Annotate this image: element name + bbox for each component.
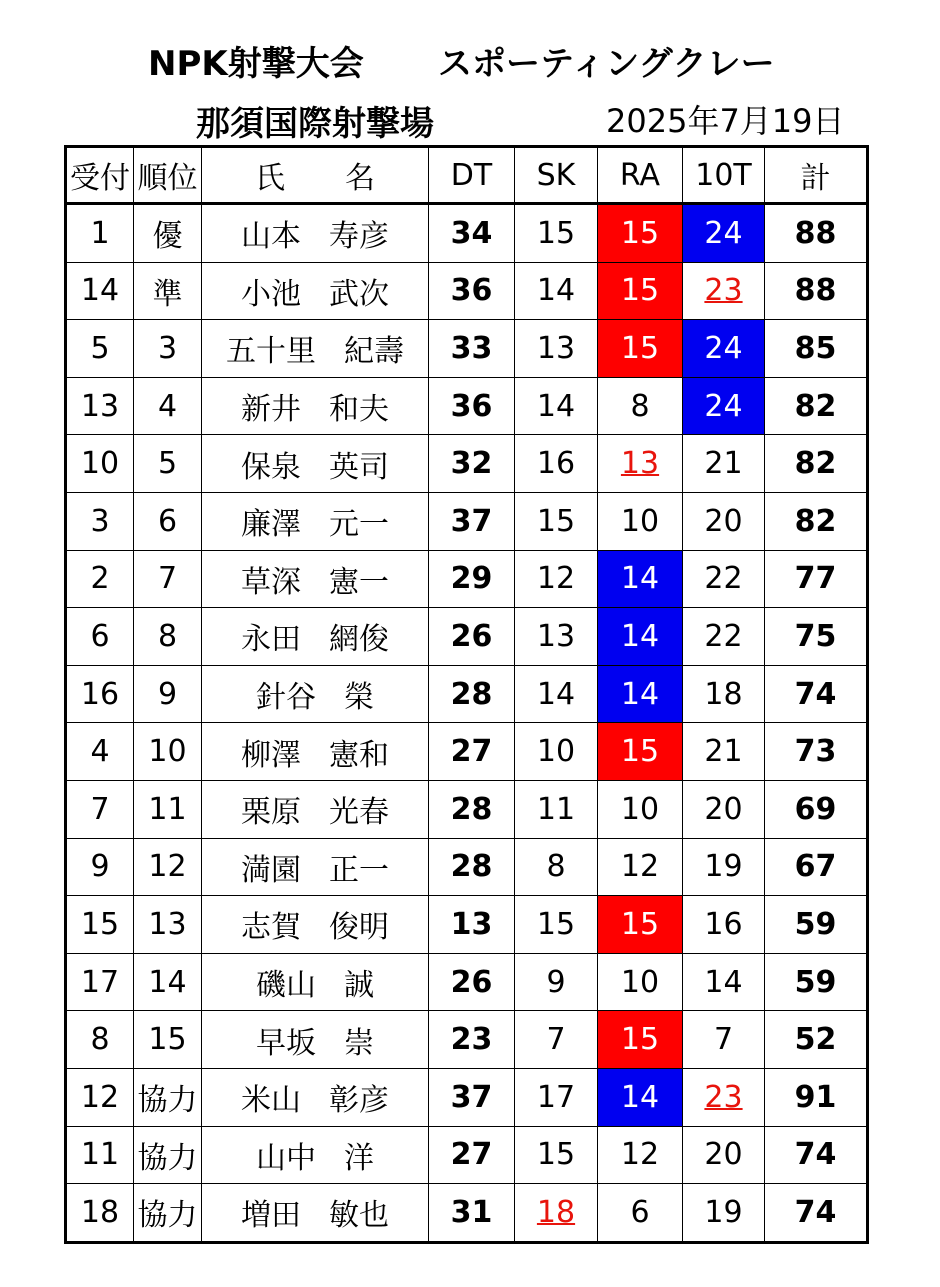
table-row [66, 435, 868, 493]
venue-name: 那須国際射撃場 [196, 104, 434, 144]
score-10t: 19 [683, 1184, 765, 1243]
rank: 13 [134, 896, 202, 954]
col-header-total: 計 [765, 147, 868, 204]
shooter-name [202, 608, 429, 666]
family-name: 草深 [241, 564, 301, 600]
score-dt: 23 [429, 1011, 515, 1069]
results-body [66, 204, 868, 1243]
reception-number: 11 [66, 1126, 134, 1184]
score-total: 82 [765, 435, 868, 493]
score-10t [683, 262, 765, 320]
reception-number: 14 [66, 262, 134, 320]
reception-number: 3 [66, 492, 134, 550]
score-dt: 31 [429, 1184, 515, 1243]
score-total: 67 [765, 838, 868, 896]
family-name: 早坂 [256, 1025, 316, 1061]
given-name: 憲一 [329, 564, 389, 600]
score-sk: 14 [515, 377, 598, 435]
score-sk: 14 [515, 262, 598, 320]
family-name: 小池 [241, 276, 301, 312]
given-name: 憲和 [329, 737, 389, 773]
table-row [66, 780, 868, 838]
score-dt: 28 [429, 838, 515, 896]
score-sk: 13 [515, 320, 598, 378]
score-total: 75 [765, 608, 868, 666]
score-dt: 34 [429, 204, 515, 263]
family-name: 新井 [241, 392, 301, 428]
score-ra: 14 [598, 1068, 683, 1126]
table-row [66, 838, 868, 896]
given-name: 敏也 [329, 1198, 389, 1234]
table-row [66, 1126, 868, 1184]
given-name: 誠 [344, 968, 374, 1004]
score-10t: 20 [683, 492, 765, 550]
rank: 協力 [134, 1184, 202, 1243]
score-ra: 15 [598, 1011, 683, 1069]
score-10t: 21 [683, 723, 765, 781]
rank: 5 [134, 435, 202, 493]
score-total: 74 [765, 1126, 868, 1184]
reception-number: 6 [66, 608, 134, 666]
shooter-name [202, 953, 429, 1011]
shooter-name [202, 838, 429, 896]
score-10t: 18 [683, 665, 765, 723]
reception-number: 1 [66, 204, 134, 263]
rank: 8 [134, 608, 202, 666]
rank: 10 [134, 723, 202, 781]
score-sk: 11 [515, 780, 598, 838]
event-title: NPK射撃大会 [148, 44, 364, 84]
family-name: 保泉 [241, 449, 301, 485]
score-ra: 10 [598, 780, 683, 838]
rank: 14 [134, 953, 202, 1011]
table-row [66, 1011, 868, 1069]
table-header-row [66, 147, 868, 204]
score-10t: 20 [683, 1126, 765, 1184]
reception-number: 4 [66, 723, 134, 781]
score-total: 85 [765, 320, 868, 378]
col-header-reception: 受付 [66, 147, 134, 204]
score-sk: 10 [515, 723, 598, 781]
table-row [66, 665, 868, 723]
family-name: 栗原 [241, 795, 301, 831]
score-sk: 14 [515, 665, 598, 723]
score-dt: 29 [429, 550, 515, 608]
given-name: 紀壽 [344, 334, 404, 370]
score-total: 74 [765, 665, 868, 723]
reception-number: 9 [66, 838, 134, 896]
table-row [66, 953, 868, 1011]
score-dt: 33 [429, 320, 515, 378]
table-row [66, 608, 868, 666]
shooter-name [202, 262, 429, 320]
score-sk: 17 [515, 1068, 598, 1126]
given-name: 榮 [344, 680, 374, 716]
reception-number: 15 [66, 896, 134, 954]
shooter-name [202, 435, 429, 493]
col-header-name: 氏 名 [202, 147, 429, 204]
family-name: 永田 [241, 622, 301, 658]
score-10t [683, 1068, 765, 1126]
rank: 協力 [134, 1126, 202, 1184]
shooter-name [202, 1184, 429, 1243]
score-10t: 22 [683, 550, 765, 608]
table-row [66, 723, 868, 781]
score-dt: 32 [429, 435, 515, 493]
score-10t: 21 [683, 435, 765, 493]
score-10t: 20 [683, 780, 765, 838]
reception-number: 18 [66, 1184, 134, 1243]
score-total: 82 [765, 492, 868, 550]
score-ra: 15 [598, 262, 683, 320]
reception-number: 13 [66, 377, 134, 435]
reception-number: 5 [66, 320, 134, 378]
score-total: 69 [765, 780, 868, 838]
rank: 15 [134, 1011, 202, 1069]
table-row [66, 320, 868, 378]
score-ra: 15 [598, 896, 683, 954]
given-name: 網俊 [329, 622, 389, 658]
shooter-name [202, 492, 429, 550]
score-sk-marked: 18 [536, 1194, 576, 1230]
reception-number: 16 [66, 665, 134, 723]
family-name: 山中 [256, 1140, 316, 1176]
score-dt: 13 [429, 896, 515, 954]
col-header-rank: 順位 [134, 147, 202, 204]
table-row [66, 1068, 868, 1126]
score-dt: 26 [429, 608, 515, 666]
score-sk: 15 [515, 492, 598, 550]
event-discipline: スポーティングクレー [438, 44, 775, 84]
family-name: 磯山 [256, 968, 316, 1004]
score-sk: 9 [515, 953, 598, 1011]
score-sk: 15 [515, 896, 598, 954]
family-name: 廉澤 [241, 507, 301, 543]
score-ra: 15 [598, 320, 683, 378]
given-name: 洋 [344, 1140, 374, 1176]
rank: 9 [134, 665, 202, 723]
score-10t-marked: 23 [704, 273, 743, 309]
reception-number: 12 [66, 1068, 134, 1126]
score-10t: 24 [683, 377, 765, 435]
score-sk: 7 [515, 1011, 598, 1069]
score-total: 82 [765, 377, 868, 435]
score-ra: 14 [598, 550, 683, 608]
reception-number: 10 [66, 435, 134, 493]
score-dt: 28 [429, 665, 515, 723]
score-sk: 8 [515, 838, 598, 896]
results-table [64, 145, 869, 1244]
score-ra: 8 [598, 377, 683, 435]
shooter-name [202, 550, 429, 608]
table-row [66, 550, 868, 608]
score-ra: 15 [598, 204, 683, 263]
rank: 12 [134, 838, 202, 896]
table-row [66, 1184, 868, 1243]
table-row [66, 492, 868, 550]
rank: 準 [134, 262, 202, 320]
score-ra-marked: 13 [620, 446, 660, 482]
score-total: 77 [765, 550, 868, 608]
score-10t-marked: 23 [704, 1079, 743, 1115]
family-name: 満園 [241, 852, 301, 888]
given-name: 英司 [329, 449, 389, 485]
shooter-name [202, 1011, 429, 1069]
shooter-name [202, 1068, 429, 1126]
score-total: 91 [765, 1068, 868, 1126]
score-ra: 14 [598, 608, 683, 666]
family-name: 山本 [241, 219, 301, 255]
score-total: 88 [765, 262, 868, 320]
score-total: 73 [765, 723, 868, 781]
family-name: 志賀 [241, 910, 301, 946]
given-name: 彰彦 [329, 1083, 389, 1119]
score-ra: 12 [598, 838, 683, 896]
reception-number: 2 [66, 550, 134, 608]
shooter-name [202, 896, 429, 954]
score-10t: 14 [683, 953, 765, 1011]
score-total: 74 [765, 1184, 868, 1243]
rank: 4 [134, 377, 202, 435]
table-row [66, 262, 868, 320]
score-10t: 24 [683, 204, 765, 263]
score-dt: 36 [429, 262, 515, 320]
given-name: 正一 [329, 852, 389, 888]
reception-number: 17 [66, 953, 134, 1011]
reception-number: 7 [66, 780, 134, 838]
score-dt: 26 [429, 953, 515, 1011]
reception-number: 8 [66, 1011, 134, 1069]
given-name: 崇 [344, 1025, 374, 1061]
score-dt: 37 [429, 1068, 515, 1126]
family-name: 増田 [241, 1198, 301, 1234]
score-sk: 12 [515, 550, 598, 608]
given-name: 寿彦 [329, 219, 389, 255]
family-name: 米山 [241, 1083, 301, 1119]
col-header-ra: RA [598, 147, 683, 204]
score-dt: 27 [429, 723, 515, 781]
score-dt: 37 [429, 492, 515, 550]
table-row [66, 896, 868, 954]
table-row [66, 204, 868, 263]
given-name: 武次 [329, 276, 389, 312]
rank: 協力 [134, 1068, 202, 1126]
col-header-10t: 10T [683, 147, 765, 204]
shooter-name [202, 780, 429, 838]
score-10t: 24 [683, 320, 765, 378]
score-ra: 6 [598, 1184, 683, 1243]
score-10t: 19 [683, 838, 765, 896]
score-total: 52 [765, 1011, 868, 1069]
given-name: 元一 [329, 507, 389, 543]
score-ra: 10 [598, 492, 683, 550]
score-total: 59 [765, 953, 868, 1011]
score-ra: 10 [598, 953, 683, 1011]
score-sk: 15 [515, 1126, 598, 1184]
family-name: 針谷 [256, 680, 316, 716]
table-row [66, 377, 868, 435]
event-date: 2025年7月19日 [606, 102, 845, 140]
score-dt: 36 [429, 377, 515, 435]
given-name: 光春 [329, 795, 389, 831]
rank: 優 [134, 204, 202, 263]
score-total: 88 [765, 204, 868, 263]
shooter-name [202, 320, 429, 378]
shooter-name [202, 377, 429, 435]
score-sk: 16 [515, 435, 598, 493]
shooter-name [202, 723, 429, 781]
rank: 7 [134, 550, 202, 608]
score-sk [515, 1184, 598, 1243]
score-ra: 12 [598, 1126, 683, 1184]
score-10t: 16 [683, 896, 765, 954]
score-10t: 22 [683, 608, 765, 666]
rank: 3 [134, 320, 202, 378]
score-ra [598, 435, 683, 493]
family-name: 柳澤 [241, 737, 301, 773]
shooter-name [202, 204, 429, 263]
score-dt: 27 [429, 1126, 515, 1184]
score-10t: 7 [683, 1011, 765, 1069]
rank: 6 [134, 492, 202, 550]
shooter-name [202, 665, 429, 723]
given-name: 俊明 [329, 910, 389, 946]
col-header-sk: SK [515, 147, 598, 204]
given-name: 和夫 [329, 392, 389, 428]
score-ra: 15 [598, 723, 683, 781]
score-total: 59 [765, 896, 868, 954]
score-sk: 13 [515, 608, 598, 666]
score-dt: 28 [429, 780, 515, 838]
score-ra: 14 [598, 665, 683, 723]
col-header-dt: DT [429, 147, 515, 204]
score-sk: 15 [515, 204, 598, 263]
rank: 11 [134, 780, 202, 838]
family-name: 五十里 [226, 334, 316, 370]
shooter-name [202, 1126, 429, 1184]
